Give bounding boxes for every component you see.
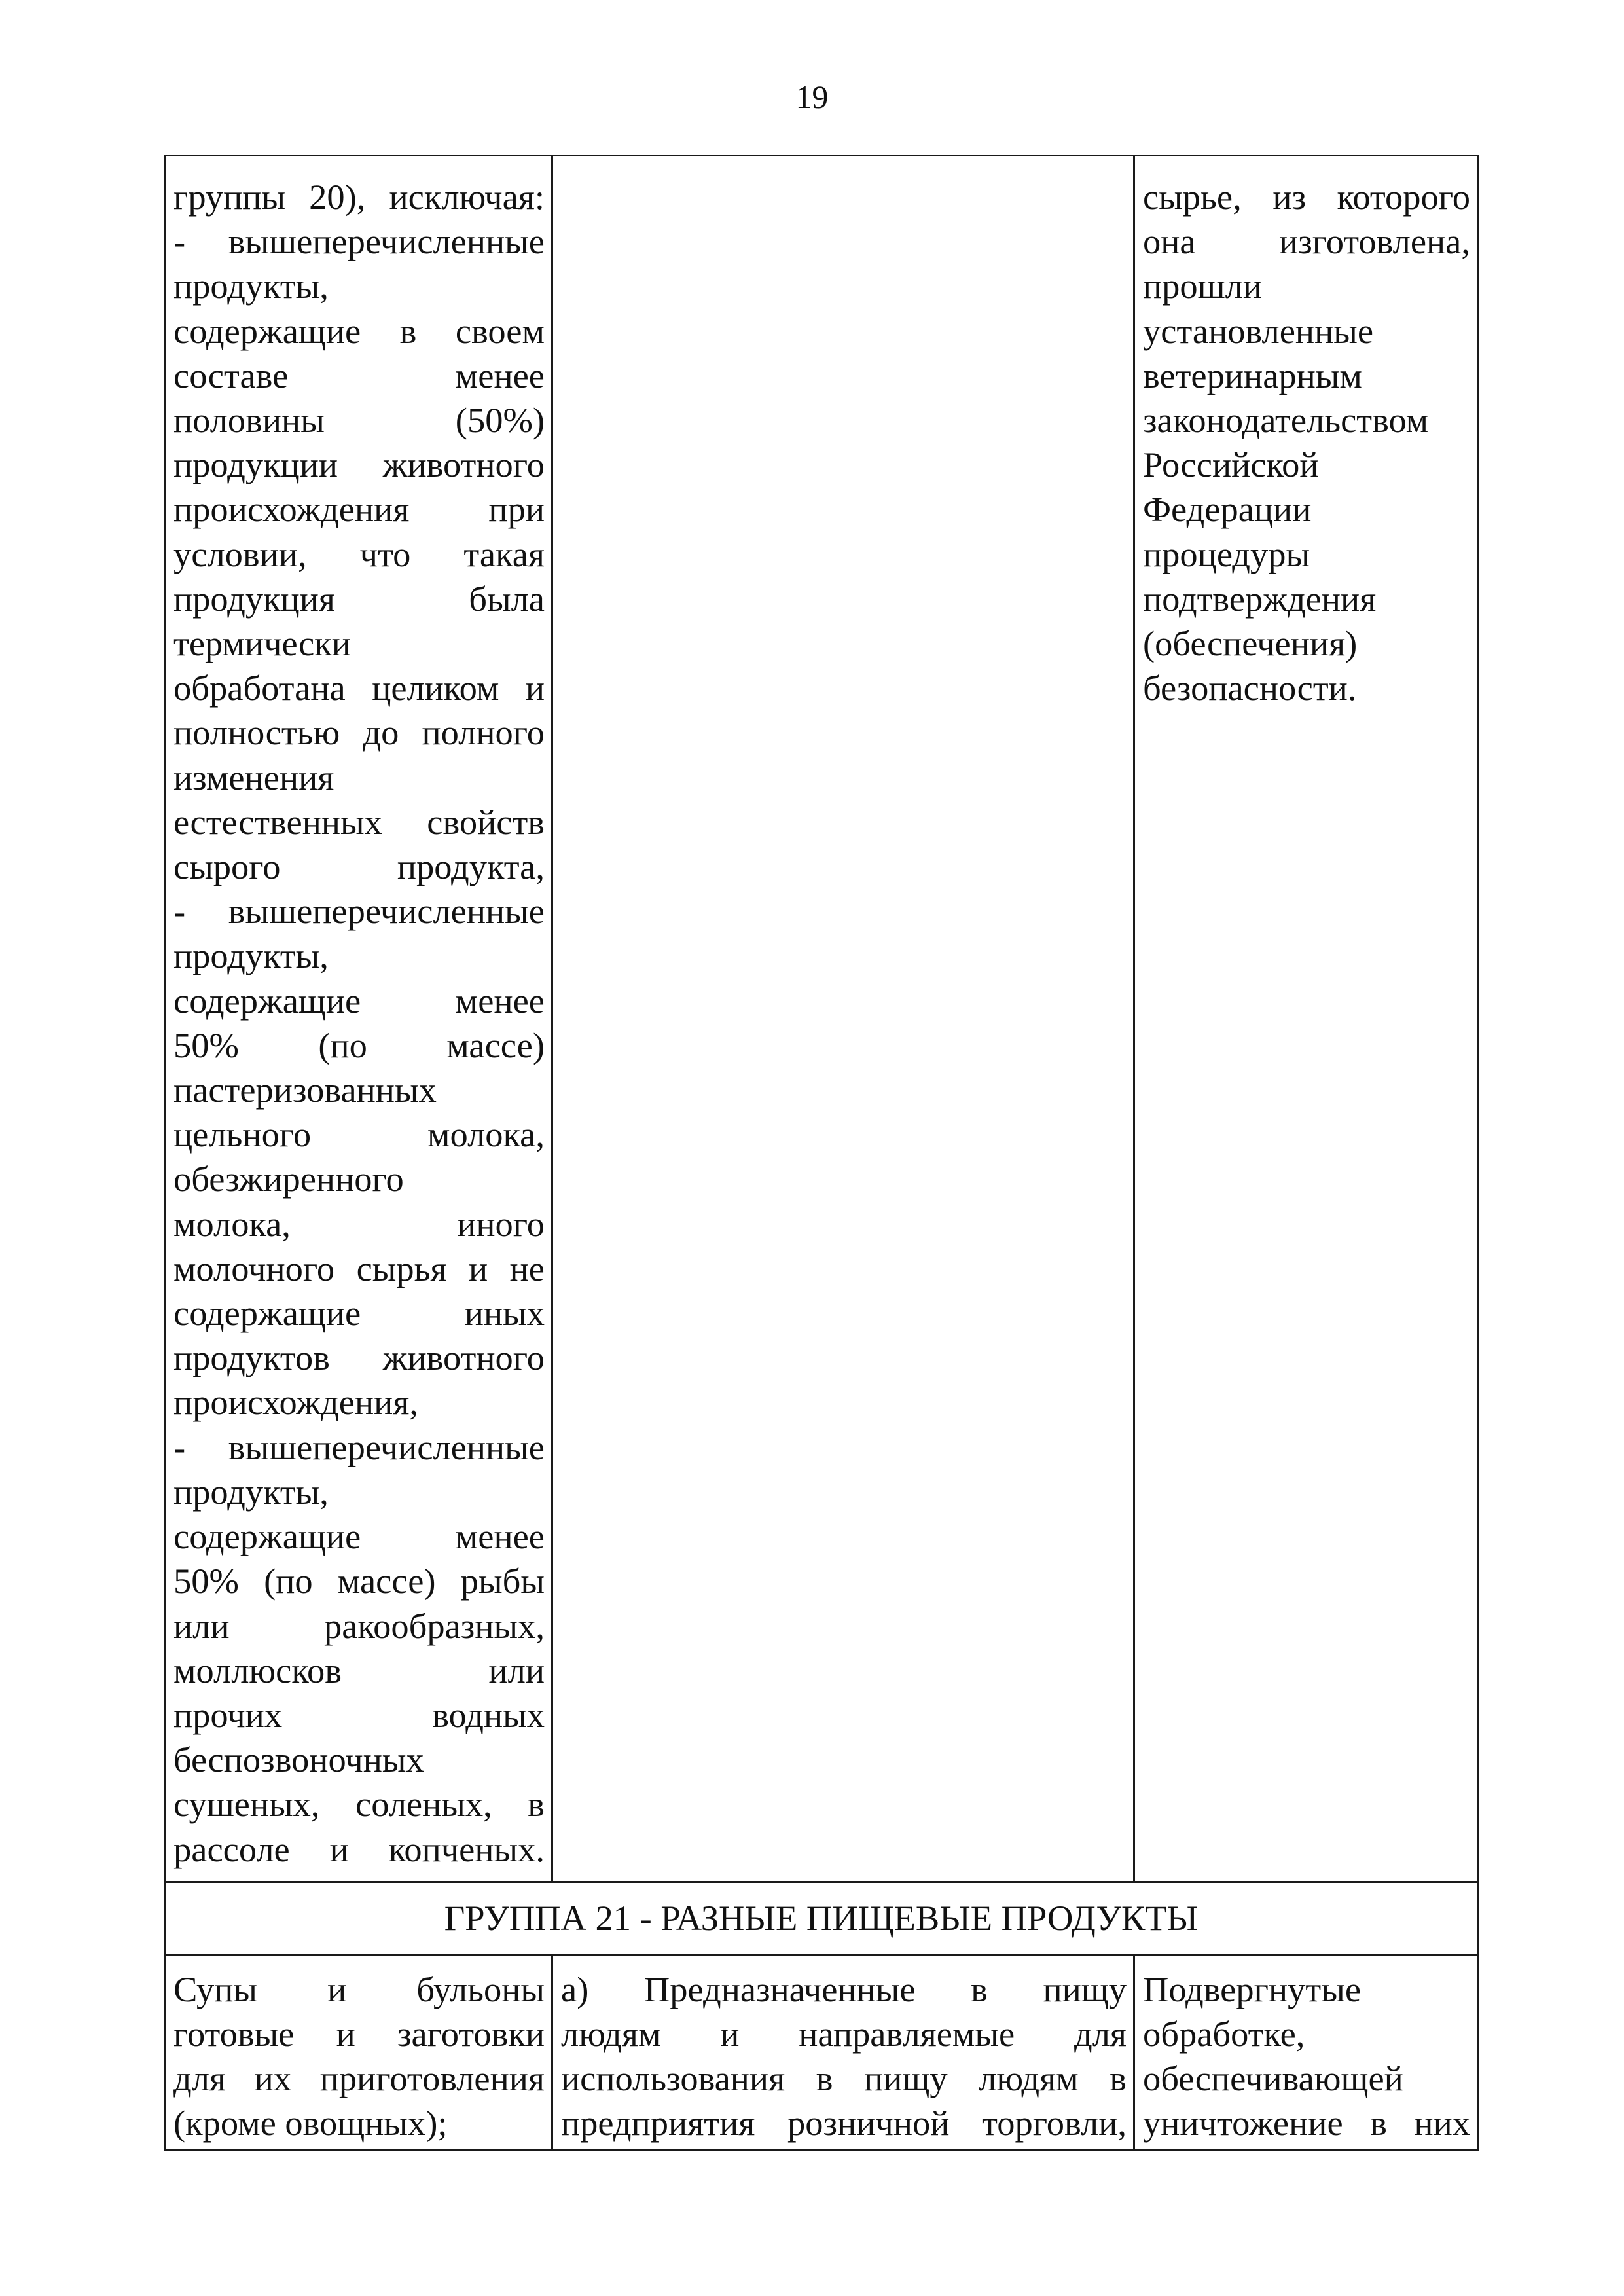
group-header: ГРУППА 21 - РАЗНЫЕ ПИЩЕВЫЕ ПРОДУКТЫ: [165, 1882, 1478, 1954]
text-line: - вышеперечисленные: [173, 221, 545, 262]
classification-table: [164, 155, 1479, 2151]
text-line: продукции животного: [173, 445, 545, 485]
text-line: обеспечивающей: [1143, 2058, 1403, 2099]
text-line: естественных свойств: [173, 801, 545, 842]
text-line: беспозвоночных: [173, 1740, 424, 1780]
page-number: 19: [795, 79, 829, 115]
purpose-text: [561, 1967, 1127, 2146]
text-line: продукция была: [173, 578, 545, 619]
product-description-cell: [165, 1954, 552, 2149]
text-line: сушеных, соленых, в: [173, 1784, 545, 1825]
table-row: [165, 156, 1478, 1882]
table-row: [165, 1954, 1478, 2149]
text-line: или ракообразных,: [173, 1605, 545, 1646]
text-line: продукты,: [173, 936, 329, 976]
text-line: людям и направляемые для: [561, 2013, 1127, 2054]
text-line: установленные: [1143, 310, 1374, 351]
text-line: группы 20), исключая:: [173, 177, 545, 217]
text-line: 50% (по массе) рыбы: [173, 1561, 545, 1601]
text-line: изменения: [173, 757, 334, 797]
text-line: содержащие менее: [173, 1516, 545, 1557]
purpose-cell: [552, 156, 1134, 1882]
text-line: Супы и бульоны: [173, 1969, 545, 2009]
conditions-cell: [1134, 156, 1478, 1882]
text-line: Российской: [1143, 445, 1319, 485]
text-line: условии, что такая: [173, 534, 545, 574]
text-line: пастеризованных: [173, 1070, 437, 1110]
text-line: сырье, из которого: [1143, 177, 1470, 217]
group-header-row: [165, 1882, 1478, 1954]
conditions-cell: [1134, 1954, 1478, 2149]
text-line: обработке,: [1143, 2013, 1305, 2054]
text-line: (кроме овощных);: [173, 2103, 448, 2143]
text-line: для их приготовления: [173, 2058, 545, 2099]
text-line: полностью до полного: [173, 712, 545, 753]
text-line: (обеспечения): [1143, 623, 1358, 664]
text-line: происхождения,: [173, 1382, 418, 1423]
text-line: происхождения при: [173, 489, 545, 530]
text-line: сырого продукта,: [173, 847, 545, 887]
text-line: безопасности.: [1143, 668, 1357, 708]
text-line: - вышеперечисленные: [173, 1427, 545, 1467]
text-line: продукты,: [173, 266, 329, 306]
text-line: составе менее: [173, 355, 545, 395]
text-line: готовые и заготовки: [173, 2013, 545, 2054]
text-line: моллюсков или: [173, 1650, 545, 1690]
text-line: обработана целиком и: [173, 668, 545, 708]
text-line: процедуры: [1143, 534, 1310, 574]
product-description-text: [173, 175, 545, 1872]
text-line: содержащие менее: [173, 980, 545, 1021]
text-line: рассоле и копченых.: [173, 1829, 545, 1869]
text-line: половины (50%): [173, 400, 545, 441]
text-line: продукты,: [173, 1471, 329, 1512]
text-line: продуктов животного: [173, 1338, 545, 1378]
text-line: цельного молока,: [173, 1114, 545, 1155]
text-line: Федерации: [1143, 489, 1312, 530]
text-line: предприятия розничной торговли,: [561, 2103, 1127, 2143]
text-line: молочного сырья и не: [173, 1248, 545, 1288]
product-description-cell: [165, 156, 552, 1882]
text-line: Подвергнутые: [1143, 1969, 1362, 2009]
text-line: термически: [173, 623, 351, 664]
purpose-cell: [552, 1954, 1134, 2149]
product-description-text: [173, 1967, 545, 2146]
text-line: прошли: [1143, 266, 1262, 306]
text-line: прочих водных: [173, 1694, 545, 1735]
text-line: 50% (по массе): [173, 1025, 545, 1065]
text-line: подтверждения: [1143, 578, 1377, 619]
text-line: содержащие в своем: [173, 310, 545, 351]
text-line: использования в пищу людям в: [561, 2058, 1127, 2099]
text-line: обезжиренного: [173, 1159, 404, 1199]
text-line: ветеринарным: [1143, 355, 1362, 395]
text-line: законодательством: [1143, 400, 1429, 441]
text-line: а) Предназначенные в пищу: [561, 1969, 1127, 2009]
text-line: содержащие иных: [173, 1293, 545, 1334]
text-line: она изготовлена,: [1143, 221, 1470, 262]
conditions-text: [1143, 175, 1470, 710]
text-line: уничтожение в них: [1143, 2103, 1470, 2143]
text-line: - вышеперечисленные: [173, 891, 545, 932]
conditions-text: [1143, 1967, 1470, 2146]
text-line: молока, иного: [173, 1203, 545, 1244]
